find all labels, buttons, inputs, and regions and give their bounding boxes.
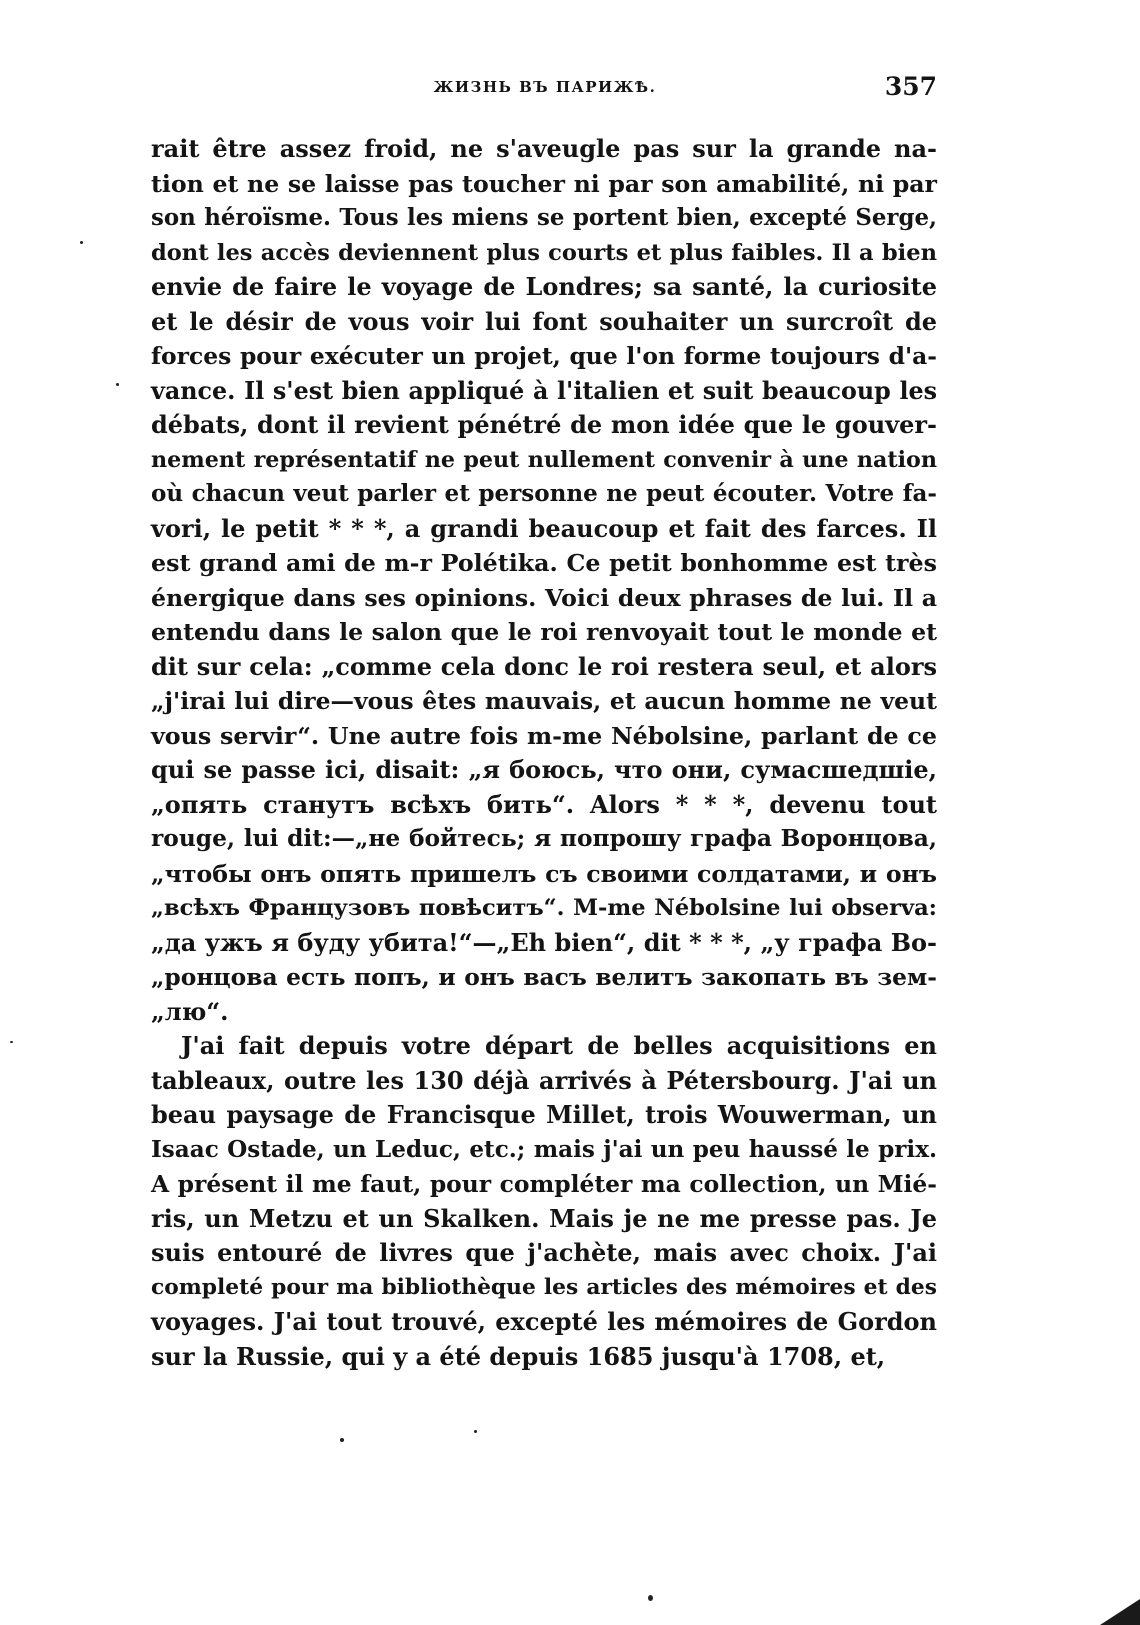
page-header [150, 68, 940, 108]
scan-speck [340, 1438, 344, 1442]
text-line: entendu dans le salon que le roi renvoyait tout le monde et [151, 618, 937, 646]
scan-speck [116, 383, 119, 386]
text-line: „чтобы онъ опять пришелъ съ своими солдатами, и онъ [151, 859, 937, 888]
text-line: dont les accès deviennent plus courts et plus faibles. Il a bien [151, 239, 937, 266]
text-line: rait être assez froid, ne s'aveugle pas sur la grande na- [151, 134, 937, 163]
text-line: sur la Russie, qui y a été depuis 1685 jusqu'à 1708, et, [151, 1341, 886, 1371]
text-line: débats, dont il revient pénétré de mon idée que le gouver- [151, 410, 937, 439]
text-line: „да ужъ я буду убита!“—„Eh bien“, dit * * *, „у графа Во- [151, 927, 937, 957]
text-line: „лю“. [151, 996, 229, 1026]
scan-speck [474, 1430, 477, 1433]
text-line: son héroïsme. Tous les miens se portent bien, excepté Serge, [151, 205, 937, 231]
text-line: „ронцова есть попъ, и онъ васъ велитъ закопать въ зем- [151, 963, 937, 991]
text-line: forces pour exécuter un projet, que l'on forme toujours d'a- [151, 342, 937, 370]
paragraph [151, 132, 937, 1029]
scan-speck [10, 1041, 13, 1043]
page-number: 357 [884, 72, 937, 101]
text-line: énergique dans ses opinions. Voici deux phrases de lui. Il a [151, 583, 937, 612]
text-line: et le désir de vous voir lui font souhaiter un surcroît de [151, 306, 937, 336]
text-line: J'ai fait depuis votre départ de belles acquisitions en [181, 1031, 937, 1060]
text-line: qui se passe ici, disait: „я боюсь, что они, сумасшедшiе, [151, 755, 937, 784]
text-line: completé pour ma bibliothèque les articles des mémoires et des [151, 1274, 937, 1300]
text-line: suis entouré de livres que j'achète, mais avec choix. J'ai [151, 1238, 937, 1267]
text-line: nement représentatif ne peut nullement convenir à une nation [151, 446, 937, 473]
text-line: voyages. J'ai tout trouvé, excepté les mémoires de Gordon [151, 1307, 937, 1336]
scan-speck [648, 1595, 653, 1601]
text-line: A présent il me faut, pour compléter ma collection, un Mié- [151, 1170, 937, 1198]
text-line: vous servir“. Une autre fois m-me Nébolsine, parlant de ce [151, 721, 937, 750]
body-text [151, 132, 937, 1374]
text-line: „опять станутъ всѣхъ бить“. Alors * * *, devenu tout [151, 789, 937, 819]
running-title: ЖИЗНЬ ВЪ ПАРИЖѢ. [433, 78, 657, 96]
text-line: est grand ami de m-r Polétika. Ce petit bonhomme est très [151, 549, 937, 577]
text-line: ris, un Metzu et un Skalken. Mais je ne me presse pas. Je [151, 1203, 937, 1233]
text-line: tion et ne se laisse pas toucher ni par son amabilité, ni par [151, 169, 937, 198]
text-line: Isaac Ostade, un Leduc, etc.; mais j'ai un peu haussé le prix. [151, 1135, 937, 1163]
text-line: beau paysage de Francisque Millet, trois Wouwerman, un [151, 1100, 937, 1129]
text-line: vori, le petit * * *, a grandi beaucoup et fait des farces. Il [151, 513, 937, 543]
scan-corner-blot [1100, 1599, 1140, 1625]
text-line: tableaux, outre les 130 déjà arrivés à Pétersbourg. J'ai un [151, 1065, 937, 1095]
text-line: vance. Il s'est bien appliqué à l'italien et suit beaucoup les [151, 376, 937, 405]
text-line: où chacun veut parler et personne ne peut écouter. Votre fa- [151, 480, 937, 507]
text-line: dit sur cela: „comme cela donc le roi restera seul, et alors [151, 651, 937, 681]
text-line: rouge, lui dit:—„не бойтесь; я попрошу графа Воронцова, [151, 825, 937, 852]
paragraph [151, 1029, 937, 1374]
text-line: „всѣхъ Французовъ повѣситъ“. M-me Nébolsine lui observa: [151, 895, 937, 921]
text-line: „j'irai lui dire—vous êtes mauvais, et aucun homme ne veut [151, 687, 937, 715]
scan-speck [80, 241, 83, 244]
text-line: envie de faire le voyage de Londres; sa santé, la curiosite [151, 272, 937, 301]
